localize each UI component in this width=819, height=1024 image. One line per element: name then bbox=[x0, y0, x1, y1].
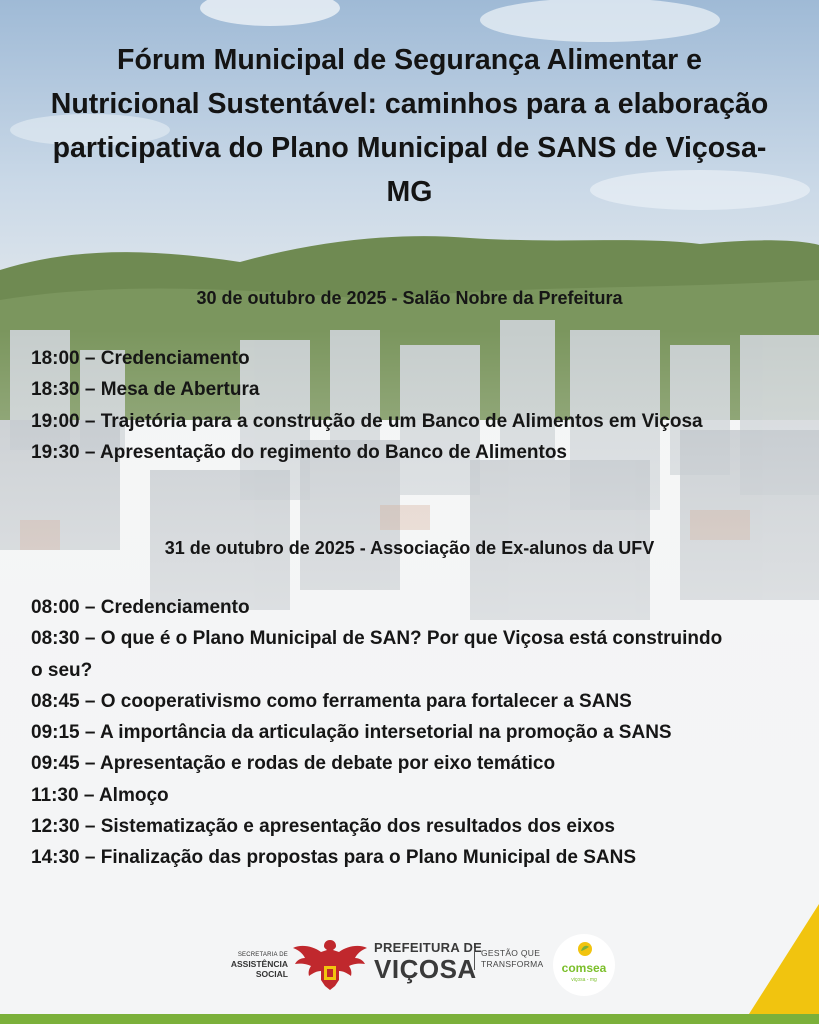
secretaria-line2: ASSISTÊNCIA SOCIAL bbox=[230, 959, 288, 979]
day-heading-2: 31 de outubro de 2025 - Associação de Ex-alunos da UFV bbox=[164, 538, 655, 558]
agenda-item: 08:45 – O cooperativismo como ferramenta para fortalecer a SANS bbox=[31, 690, 632, 712]
prefeitura-logo bbox=[374, 941, 482, 983]
slogan bbox=[474, 948, 544, 970]
agenda-item: 18:30 – Mesa de Abertura bbox=[31, 379, 260, 401]
comsea-name: comsea bbox=[561, 961, 607, 975]
agenda-item: 09:15 – A importância da articulação intersetorial na promoção a SANS bbox=[31, 722, 672, 744]
comsea-leaf-icon bbox=[577, 941, 593, 957]
agenda-item: 08:00 – Credenciamento bbox=[31, 597, 250, 618]
agenda-item: 12:30 – Sistematização e apresentação dos resultados dos eixos bbox=[31, 816, 615, 838]
slogan-line2: TRANSFORMA bbox=[481, 959, 544, 969]
eagle-crest-icon bbox=[291, 936, 369, 994]
comsea-logo bbox=[553, 934, 615, 996]
agenda-day-1 bbox=[31, 343, 819, 468]
agenda-item: 18:00 – Credenciamento bbox=[31, 348, 250, 369]
slogan-line1: GESTÃO QUE bbox=[481, 948, 541, 958]
agenda-item: 11:30 – Almoço bbox=[31, 784, 169, 806]
comsea-place: viçosa - mg bbox=[571, 977, 597, 983]
yellow-corner-decoration bbox=[749, 904, 819, 1014]
agenda-item: 19:30 – Apresentação do regimento do Banco de Alimentos bbox=[31, 441, 567, 463]
event-title: Fórum Municipal de Segurança Alimentar e Nutricional Sustentável: caminhos para a elaboração participativa do Plano Municipal de SANS de Viçosa-MG bbox=[50, 44, 769, 208]
secretaria-logo bbox=[204, 952, 288, 979]
agenda-item: 14:30 – Finalização das propostas para o Plano Municipal de SANS bbox=[31, 847, 637, 869]
prefeitura-line1: PREFEITURA DE bbox=[374, 940, 483, 955]
agenda-day-2 bbox=[31, 592, 819, 874]
prefeitura-line2: VIÇOSA bbox=[374, 954, 477, 984]
agenda-item: 19:00 – Trajetória para a construção de um Banco de Alimentos em Viçosa bbox=[31, 410, 703, 432]
agenda-item: 08:30 – O que é o Plano Municipal de SAN? Por que Viçosa está construindo o seu? bbox=[31, 628, 723, 681]
green-bottom-bar bbox=[0, 1014, 819, 1024]
secretaria-line1: SECRETARIA DE bbox=[237, 952, 288, 958]
day-heading-1: 30 de outubro de 2025 - Salão Nobre da Prefeitura bbox=[196, 288, 623, 308]
agenda-item: 09:45 – Apresentação e rodas de debate por eixo temático bbox=[31, 753, 556, 775]
